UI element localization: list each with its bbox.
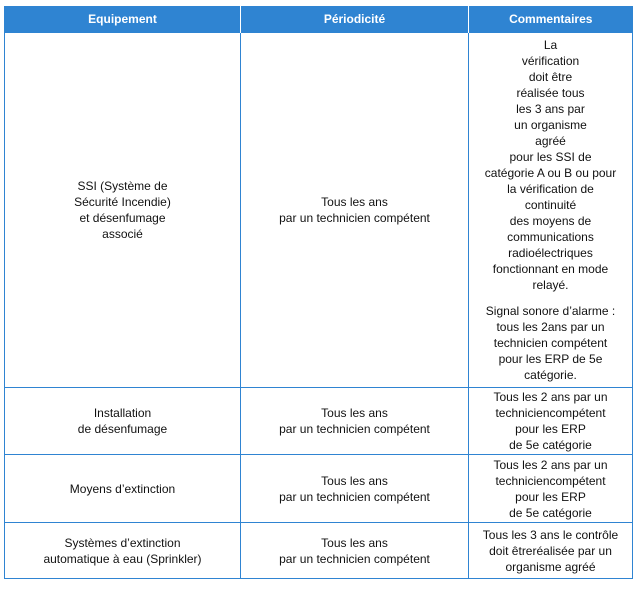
cell-periodicite: Tous les ans par un technicien compétent — [241, 523, 469, 579]
cell-commentaires: Tous les 3 ans le contrôle doit êtreréalisée par un organisme agréé — [469, 523, 633, 579]
cell-equipement: Installation de désenfumage — [5, 388, 241, 455]
table-row — [5, 523, 633, 579]
header-periodicite: Périodicité — [241, 6, 469, 33]
header-row — [5, 6, 633, 33]
cell-periodicite: Tous les ans par un technicien compétent — [241, 33, 469, 388]
cell-equipement: Moyens d’extinction — [5, 455, 241, 523]
table-row — [5, 33, 633, 388]
cell-periodicite: Tous les ans par un technicien compétent — [241, 455, 469, 523]
verification-table — [4, 6, 633, 579]
cell-equipement: SSI (Système de Sécurité Incendie) et désenfumage associé — [5, 33, 241, 388]
cell-periodicite: Tous les ans par un technicien compétent — [241, 388, 469, 455]
cell-equipement: Systèmes d’extinction automatique à eau (Sprinkler) — [5, 523, 241, 579]
cell-commentaires: Tous les 2 ans par un techniciencompétent pour les ERP de 5e catégorie — [469, 455, 633, 523]
table-row — [5, 455, 633, 523]
table-row — [5, 388, 633, 455]
header-commentaires: Commentaires — [469, 6, 633, 33]
cell-commentaires: La vérification doit être réalisée tous les 3 ans par un organisme agréé pour les SSI de catégorie A ou B ou pour la vérification de continuité des moyens de communications radioélectriques fonctionnant en mode relayé. Signal sonore d’alarme : tous les 2ans par un technicien compétent pour les ERP de 5e catégorie. — [469, 33, 633, 388]
cell-commentaires: Tous les 2 ans par un techniciencompétent pour les ERP de 5e catégorie — [469, 388, 633, 455]
spacer — [475, 293, 626, 303]
header-equipement: Equipement — [5, 6, 241, 33]
